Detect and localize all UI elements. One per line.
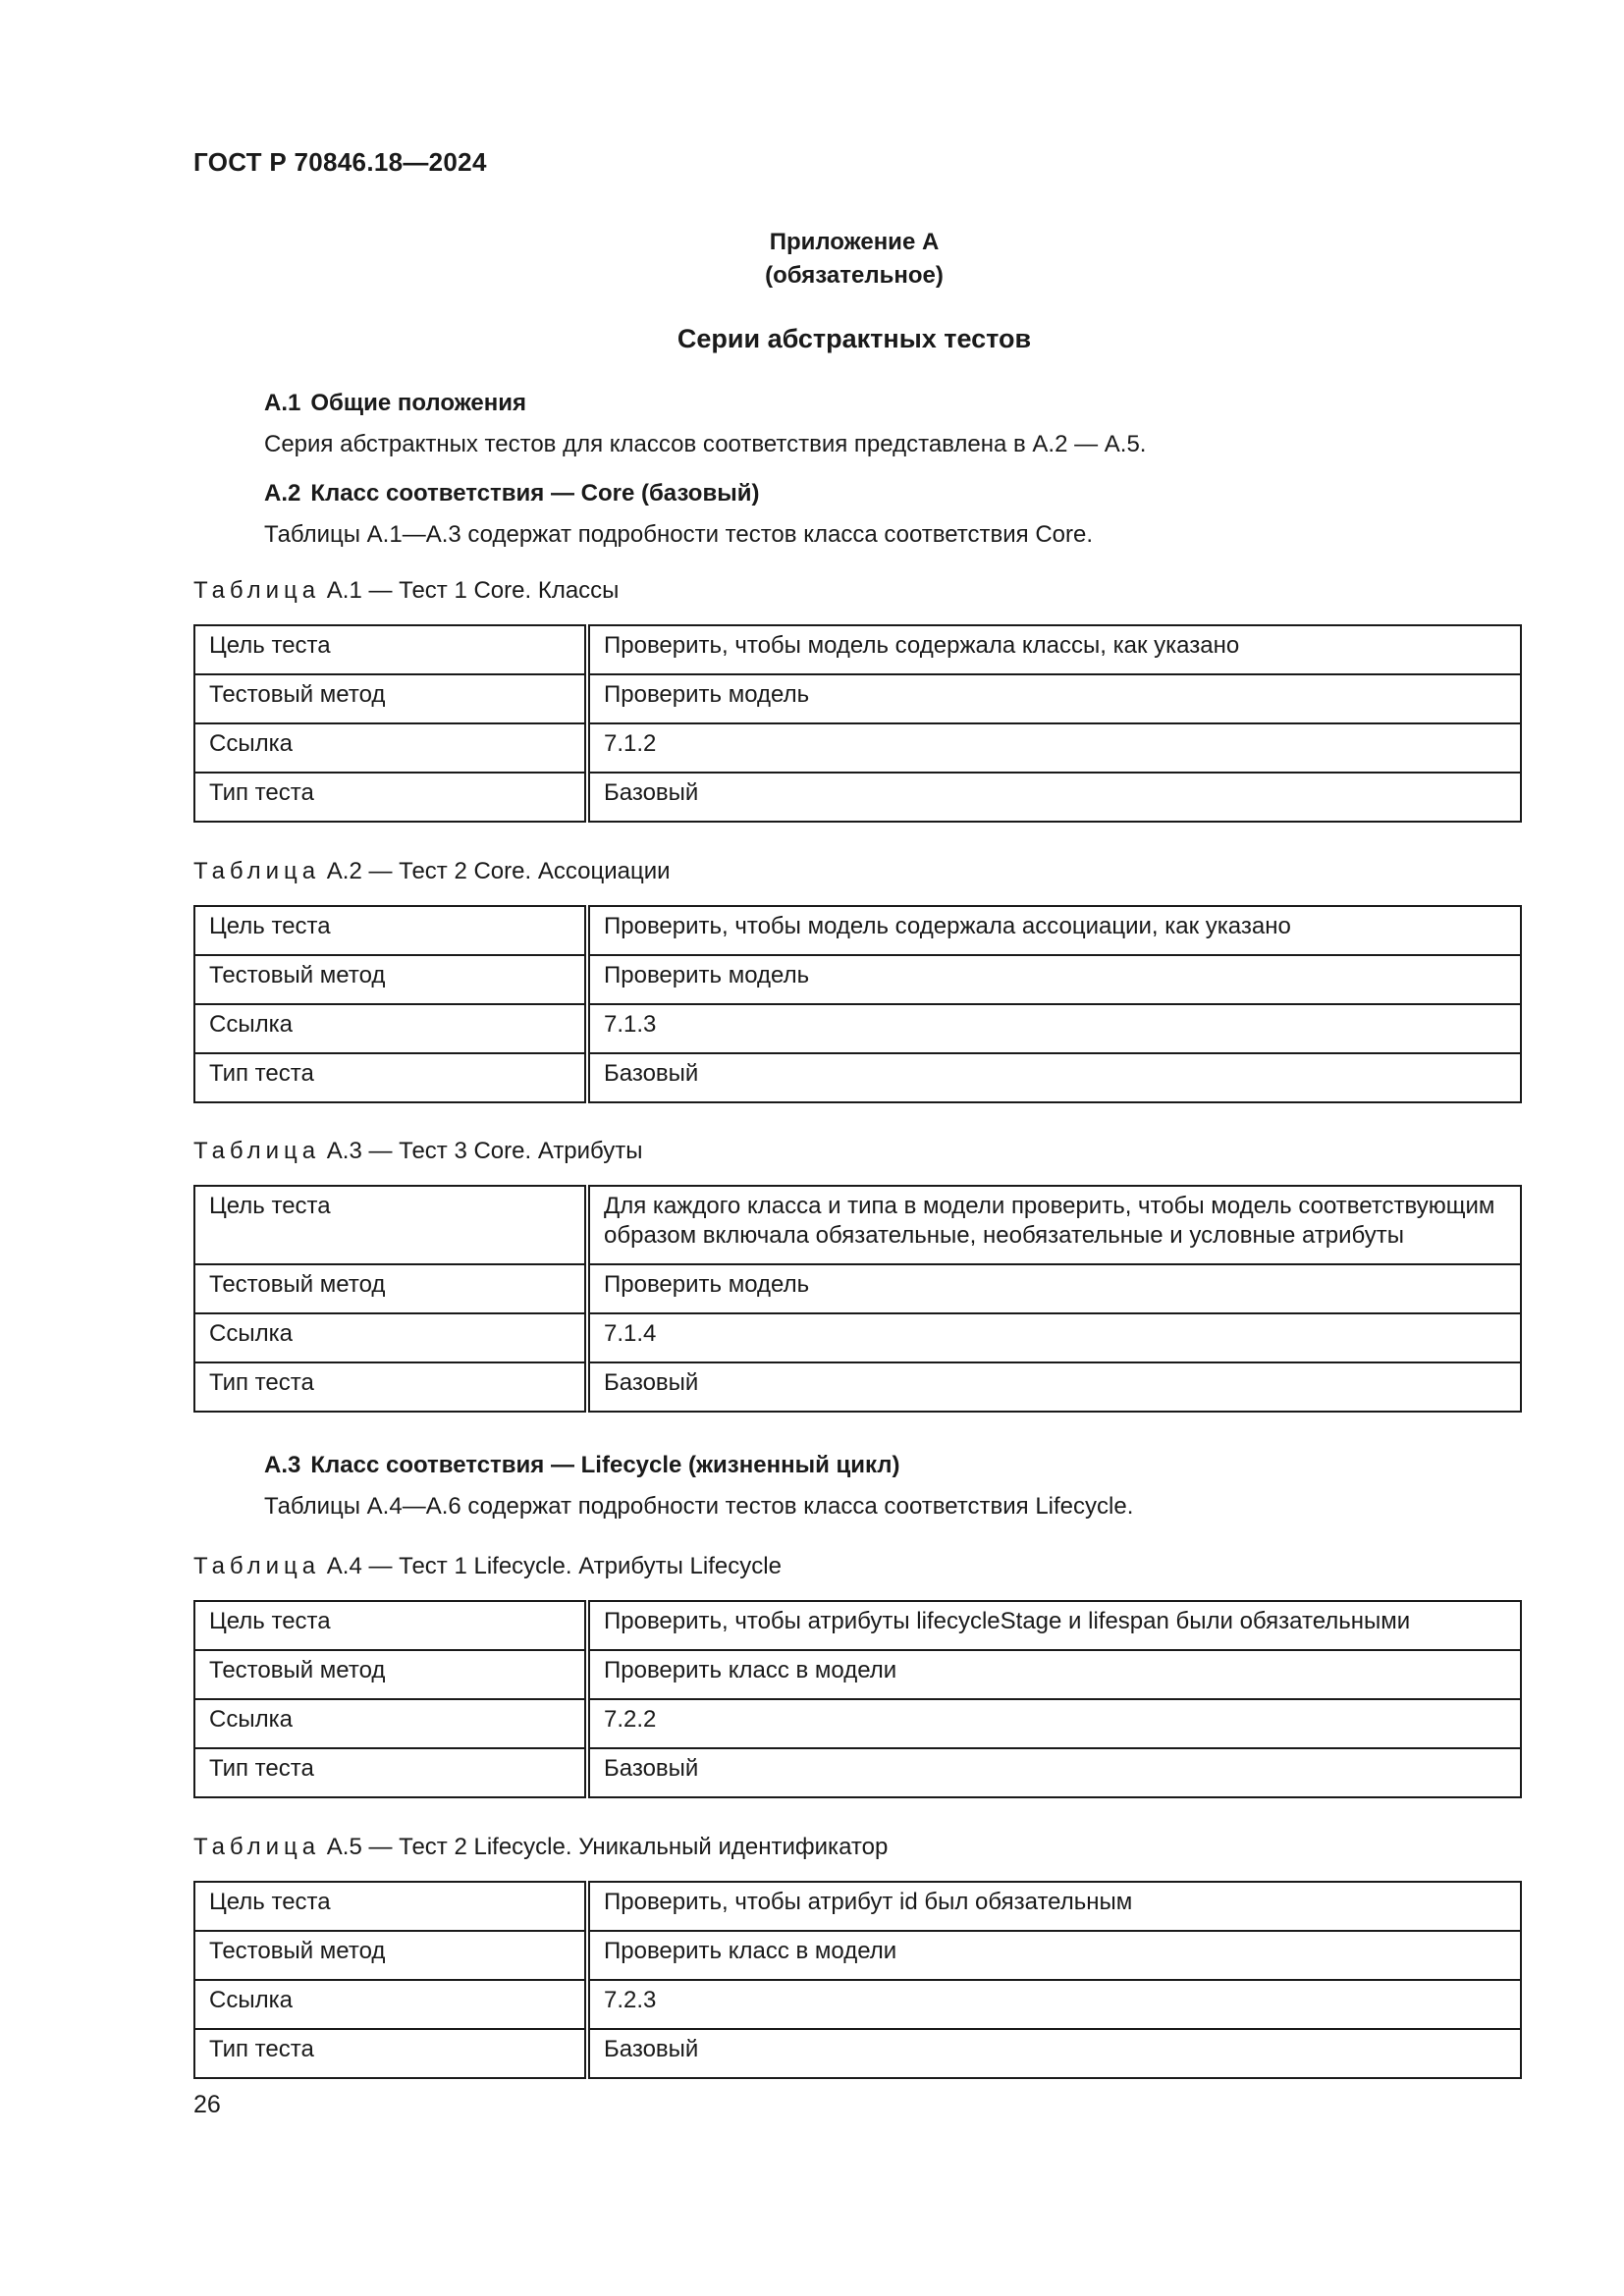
table-cell-label: Ссылка [194,1699,587,1748]
table-row [194,1650,1521,1699]
table-cell-label: Цель теста [194,1882,587,1931]
table-cell-label: Тестовый метод [194,1650,587,1699]
table-cell-label: Ссылка [194,723,587,773]
table-cell-label: Цель теста [194,625,587,674]
table-row [194,1748,1521,1797]
section-title: Класс соответствия — Core (базовый) [310,480,760,507]
table-a3 [193,1185,1522,1413]
page-number: 26 [193,2091,221,2118]
section-number: А.2 [264,480,301,507]
table-cell-value: Базовый [587,1053,1521,1102]
table-cell-value: 7.1.4 [587,1313,1521,1362]
table-row [194,1931,1521,1980]
table-caption-word: Таблица [193,577,321,604]
table-caption [193,1551,782,1582]
table-caption [193,856,671,887]
table-cell-value: Проверить модель [587,1264,1521,1313]
section-a2 [264,478,1093,551]
table-caption-word: Таблица [193,858,321,884]
table-cell-label: Тестовый метод [194,1931,587,1980]
table-row [194,2029,1521,2078]
table-caption-text: А.1 — Тест 1 Core. Классы [326,577,620,604]
table-row [194,1264,1521,1313]
table-row [194,1699,1521,1748]
table-cell-value: Проверить, чтобы атрибут id был обязательным [587,1882,1521,1931]
table-row [194,906,1521,955]
table-caption-text: А.3 — Тест 3 Core. Атрибуты [326,1138,643,1164]
table-a5 [193,1881,1522,2079]
table-cell-label: Ссылка [194,1980,587,2029]
table-caption [193,575,619,607]
table-a4 [193,1600,1522,1798]
table-cell-label: Тип теста [194,773,587,822]
table-a2 [193,905,1522,1103]
document-header: ГОСТ Р 70846.18—2024 [193,147,487,177]
table-cell-value: Проверить класс в модели [587,1931,1521,1980]
table-cell-label: Тип теста [194,1053,587,1102]
table-row [194,674,1521,723]
table-cell-label: Тип теста [194,2029,587,2078]
appendix-status: (обязательное) [765,262,944,289]
table-cell-value: 7.1.3 [587,1004,1521,1053]
table-cell-value: Базовый [587,2029,1521,2078]
table-row [194,625,1521,674]
appendix-title: Приложение А [769,229,940,255]
section-text: Серия абстрактных тестов для классов соответствия представлена в А.2 — А.5. [264,431,1147,457]
section-text: Таблицы А.4—А.6 содержат подробности тестов класса соответствия Lifecycle. [264,1493,1134,1520]
section-heading [264,388,1146,419]
section-a1 [264,388,1146,460]
table-cell-label: Тип теста [194,1748,587,1797]
table-cell-value: Проверить модель [587,674,1521,723]
table-caption-text: А.5 — Тест 2 Lifecycle. Уникальный идентификатор [326,1834,889,1860]
table-row [194,773,1521,822]
section-title: Общие положения [310,390,527,416]
table-row [194,1186,1521,1264]
table-row [194,955,1521,1004]
table-caption-word: Таблица [193,1834,321,1860]
section-number: А.1 [264,390,301,416]
table-caption [193,1832,888,1863]
table-caption-text: А.2 — Тест 2 Core. Ассоциации [326,858,671,884]
table-cell-value: Для каждого класса и типа в модели проверить, чтобы модель соответствующим образом включала обязательные, необязательные и условные атрибуты [587,1186,1521,1264]
section-a3 [264,1450,1133,1522]
appendix-heading [0,226,1624,293]
table-cell-label: Ссылка [194,1313,587,1362]
table-cell-label: Тип теста [194,1362,587,1412]
table-cell-value: Базовый [587,773,1521,822]
table-cell-value: Базовый [587,1748,1521,1797]
table-cell-value: Проверить класс в модели [587,1650,1521,1699]
section-number: А.3 [264,1452,301,1478]
table-cell-label: Цель теста [194,1601,587,1650]
table-cell-label: Тестовый метод [194,1264,587,1313]
section-heading [264,1450,1133,1481]
table-caption-word: Таблица [193,1553,321,1579]
table-row [194,1980,1521,2029]
table-cell-label: Ссылка [194,1004,587,1053]
table-cell-value: 7.1.2 [587,723,1521,773]
table-row [194,1004,1521,1053]
table-row [194,1313,1521,1362]
series-title: Серии абстрактных тестов [677,324,1032,353]
section-text: Таблицы А.1—А.3 содержат подробности тестов класса соответствия Core. [264,521,1094,548]
table-cell-value: 7.2.2 [587,1699,1521,1748]
table-cell-value: Проверить модель [587,955,1521,1004]
table-cell-label: Тестовый метод [194,955,587,1004]
table-row [194,1601,1521,1650]
table-caption-text: А.4 — Тест 1 Lifecycle. Атрибуты Lifecycle [326,1553,782,1579]
table-cell-label: Тестовый метод [194,674,587,723]
table-cell-label: Цель теста [194,1186,587,1264]
section-heading [264,478,1093,509]
table-cell-value: Проверить, чтобы модель содержала ассоциации, как указано [587,906,1521,955]
table-cell-value: Проверить, чтобы атрибуты lifecycleStage и lifespan были обязательными [587,1601,1521,1650]
table-row [194,1882,1521,1931]
table-cell-label: Цель теста [194,906,587,955]
table-row [194,1362,1521,1412]
table-cell-value: 7.2.3 [587,1980,1521,2029]
table-caption [193,1136,643,1167]
table-row [194,1053,1521,1102]
table-cell-value: Базовый [587,1362,1521,1412]
table-cell-value: Проверить, чтобы модель содержала классы, как указано [587,625,1521,674]
table-caption-word: Таблица [193,1138,321,1164]
section-title: Класс соответствия — Lifecycle (жизненный цикл) [310,1452,900,1478]
table-a1 [193,624,1522,823]
table-row [194,723,1521,773]
